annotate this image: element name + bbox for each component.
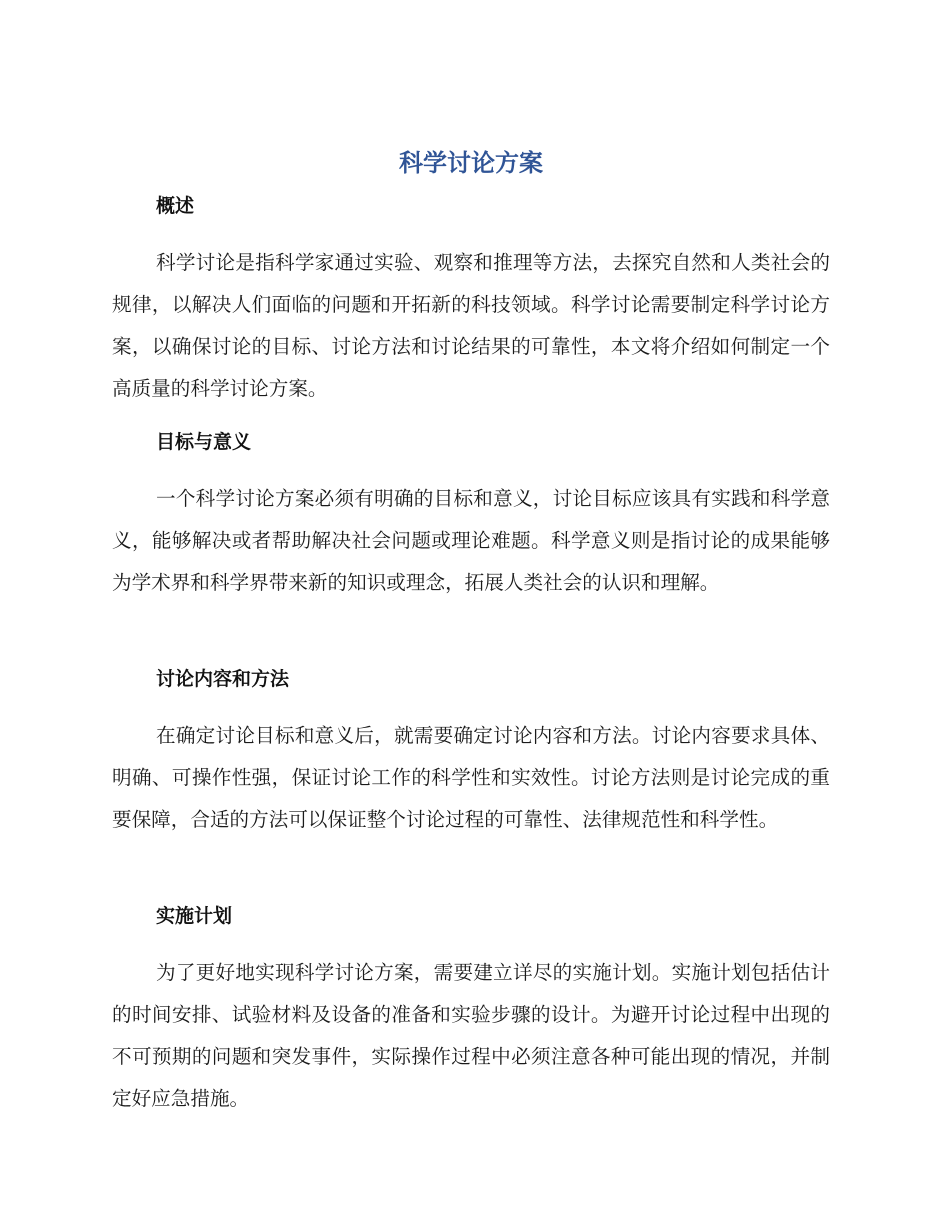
section-heading: 概述 [156, 195, 195, 217]
section-heading: 实施计划 [156, 905, 233, 927]
document-title: 科学讨论方案 [399, 149, 543, 177]
section-implementation-plan [112, 900, 830, 1120]
section-paragraph: 为了更好地实现科学讨论方案，需要建立详尽的实施计划。实施计划包括估计的时间安排、试验材料及设备的准备和实验步骤的设计。为避开讨论过程中出现的不可预期的问题和突发事件，实际操作过程中必须注意各种可能出现的情况，并制定好应急措施。 [112, 961, 830, 1110]
section-overview [112, 190, 830, 410]
section-heading: 目标与意义 [156, 431, 252, 453]
section-paragraph: 一个科学讨论方案必须有明确的目标和意义，讨论目标应该具有实践和科学意义，能够解决或者帮助解决社会问题或理论难题。科学意义则是指讨论的成果能够为学术界和科学界带来新的知识或理念，拓展人类社会的认识和理解。 [112, 487, 830, 594]
section-content-methods [112, 663, 830, 841]
section-paragraph: 科学讨论是指科学家通过实验、观察和推理等方法，去探究自然和人类社会的规律，以解决人们面临的问题和开拓新的科技领域。科学讨论需要制定科学讨论方案，以确保讨论的目标、讨论方法和讨论结果的可靠性，本文将介绍如何制定一个高质量的科学讨论方案。 [112, 251, 830, 400]
section-heading: 讨论内容和方法 [156, 668, 290, 690]
section-goals-significance [112, 426, 830, 604]
section-paragraph: 在确定讨论目标和意义后，就需要确定讨论内容和方法。讨论内容要求具体、明确、可操作性强，保证讨论工作的科学性和实效性。讨论方法则是讨论完成的重要保障，合适的方法可以保证整个讨论过程的可靠性、法律规范性和科学性。 [112, 724, 830, 831]
